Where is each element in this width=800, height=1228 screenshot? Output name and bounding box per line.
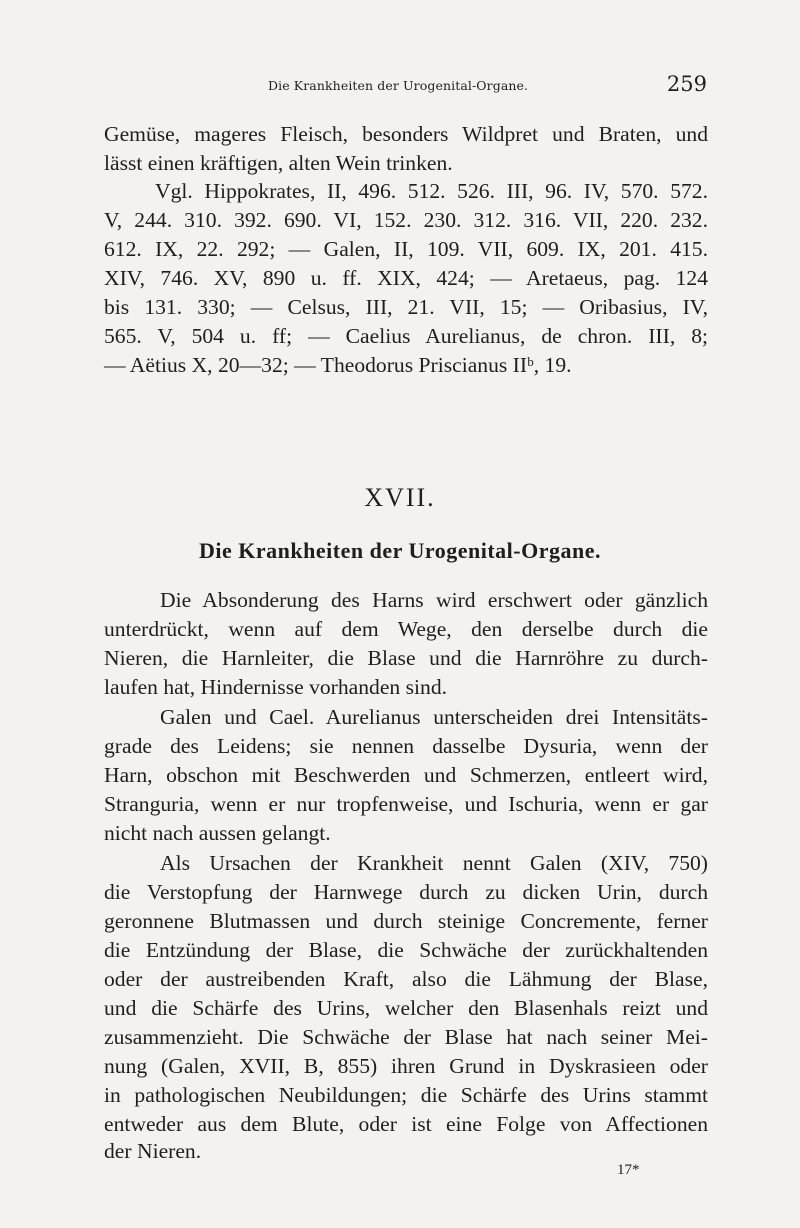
text-line: Harn, obschon mit Beschwerden und Schmerzen, entleert wird, xyxy=(104,763,708,787)
reference-line: 612. IX, 22. 292; — Galen, II, 109. VII, 609. IX, 201. 415. xyxy=(104,237,708,261)
text-line: die Entzündung der Blase, die Schwäche der zurückhaltenden xyxy=(104,938,708,962)
text-line: laufen hat, Hindernisse vorhanden sind. xyxy=(104,675,448,699)
text-line: Nieren, die Harnleiter, die Blase und die Harnröhre zu durch- xyxy=(104,646,708,670)
text-line: Als Ursachen der Krankheit nennt Galen (XIV, 750) xyxy=(160,851,708,875)
text-line: Stranguria, wenn er nur tropfenweise, und Ischuria, wenn er gar xyxy=(104,792,708,816)
reference-line: 565. V, 504 u. ff; — Caelius Aurelianus, de chron. III, 8; xyxy=(104,324,708,348)
text-line: unterdrückt, wenn auf dem Wege, den derselbe durch die xyxy=(104,617,708,641)
chapter-title: Die Krankheiten der Urogenital-Organe. xyxy=(199,538,601,563)
reference-line: V, 244. 310. 392. 690. VI, 152. 230. 312. 316. VII, 220. 232. xyxy=(104,208,708,232)
text-line: Gemüse, mageres Fleisch, besonders Wildpret und Braten, und xyxy=(104,122,708,146)
text-line: zusammenzieht. Die Schwäche der Blase hat nach seiner Mei- xyxy=(104,1025,708,1049)
reference-line: — Aëtius X, 20—32; — Theodorus Priscianus IIᵇ, 19. xyxy=(104,353,572,377)
text-line: lässt einen kräftigen, alten Wein trinken. xyxy=(104,151,453,175)
text-line: entweder aus dem Blute, oder ist eine Folge von Affectionen xyxy=(104,1112,708,1136)
text-line: nung (Galen, XVII, B, 855) ihren Grund in Dyskrasieen oder xyxy=(104,1054,708,1078)
text-line: Die Absonderung des Harns wird erschwert oder gänzlich xyxy=(160,588,708,612)
chapter-number: XVII. xyxy=(364,483,436,512)
reference-line: Vgl. Hippokrates, II, 496. 512. 526. III, 96. IV, 570. 572. xyxy=(155,179,708,203)
reference-line: XIV, 746. XV, 890 u. ff. XIX, 424; — Aretaeus, pag. 124 xyxy=(104,266,708,290)
text-line: der Nieren. xyxy=(104,1139,202,1163)
text-line: in pathologischen Neubildungen; die Schärfe des Urins stammt xyxy=(104,1083,708,1107)
text-line: und die Schärfe des Urins, welcher den Blasenhals reizt und xyxy=(104,996,708,1020)
text-line: nicht nach aussen gelangt. xyxy=(104,821,331,845)
text-line: Galen und Cael. Aurelianus unterscheiden drei Intensitäts- xyxy=(160,705,708,729)
text-line: die Verstopfung der Harnwege durch zu dicken Urin, durch xyxy=(104,880,708,904)
text-line: oder der austreibenden Kraft, also die Lähmung der Blase, xyxy=(104,967,708,991)
running-title: Die Krankheiten der Urogenital-Organe. xyxy=(268,78,529,93)
page-number: 259 xyxy=(666,72,707,96)
reference-line: bis 131. 330; — Celsus, III, 21. VII, 15; — Oribasius, IV, xyxy=(104,295,708,319)
text-line: geronnene Blutmassen und durch steinige Concremente, ferner xyxy=(104,909,708,933)
signature-mark: 17* xyxy=(617,1162,640,1178)
text-line: grade des Leidens; sie nennen dasselbe Dysuria, wenn der xyxy=(104,734,708,758)
